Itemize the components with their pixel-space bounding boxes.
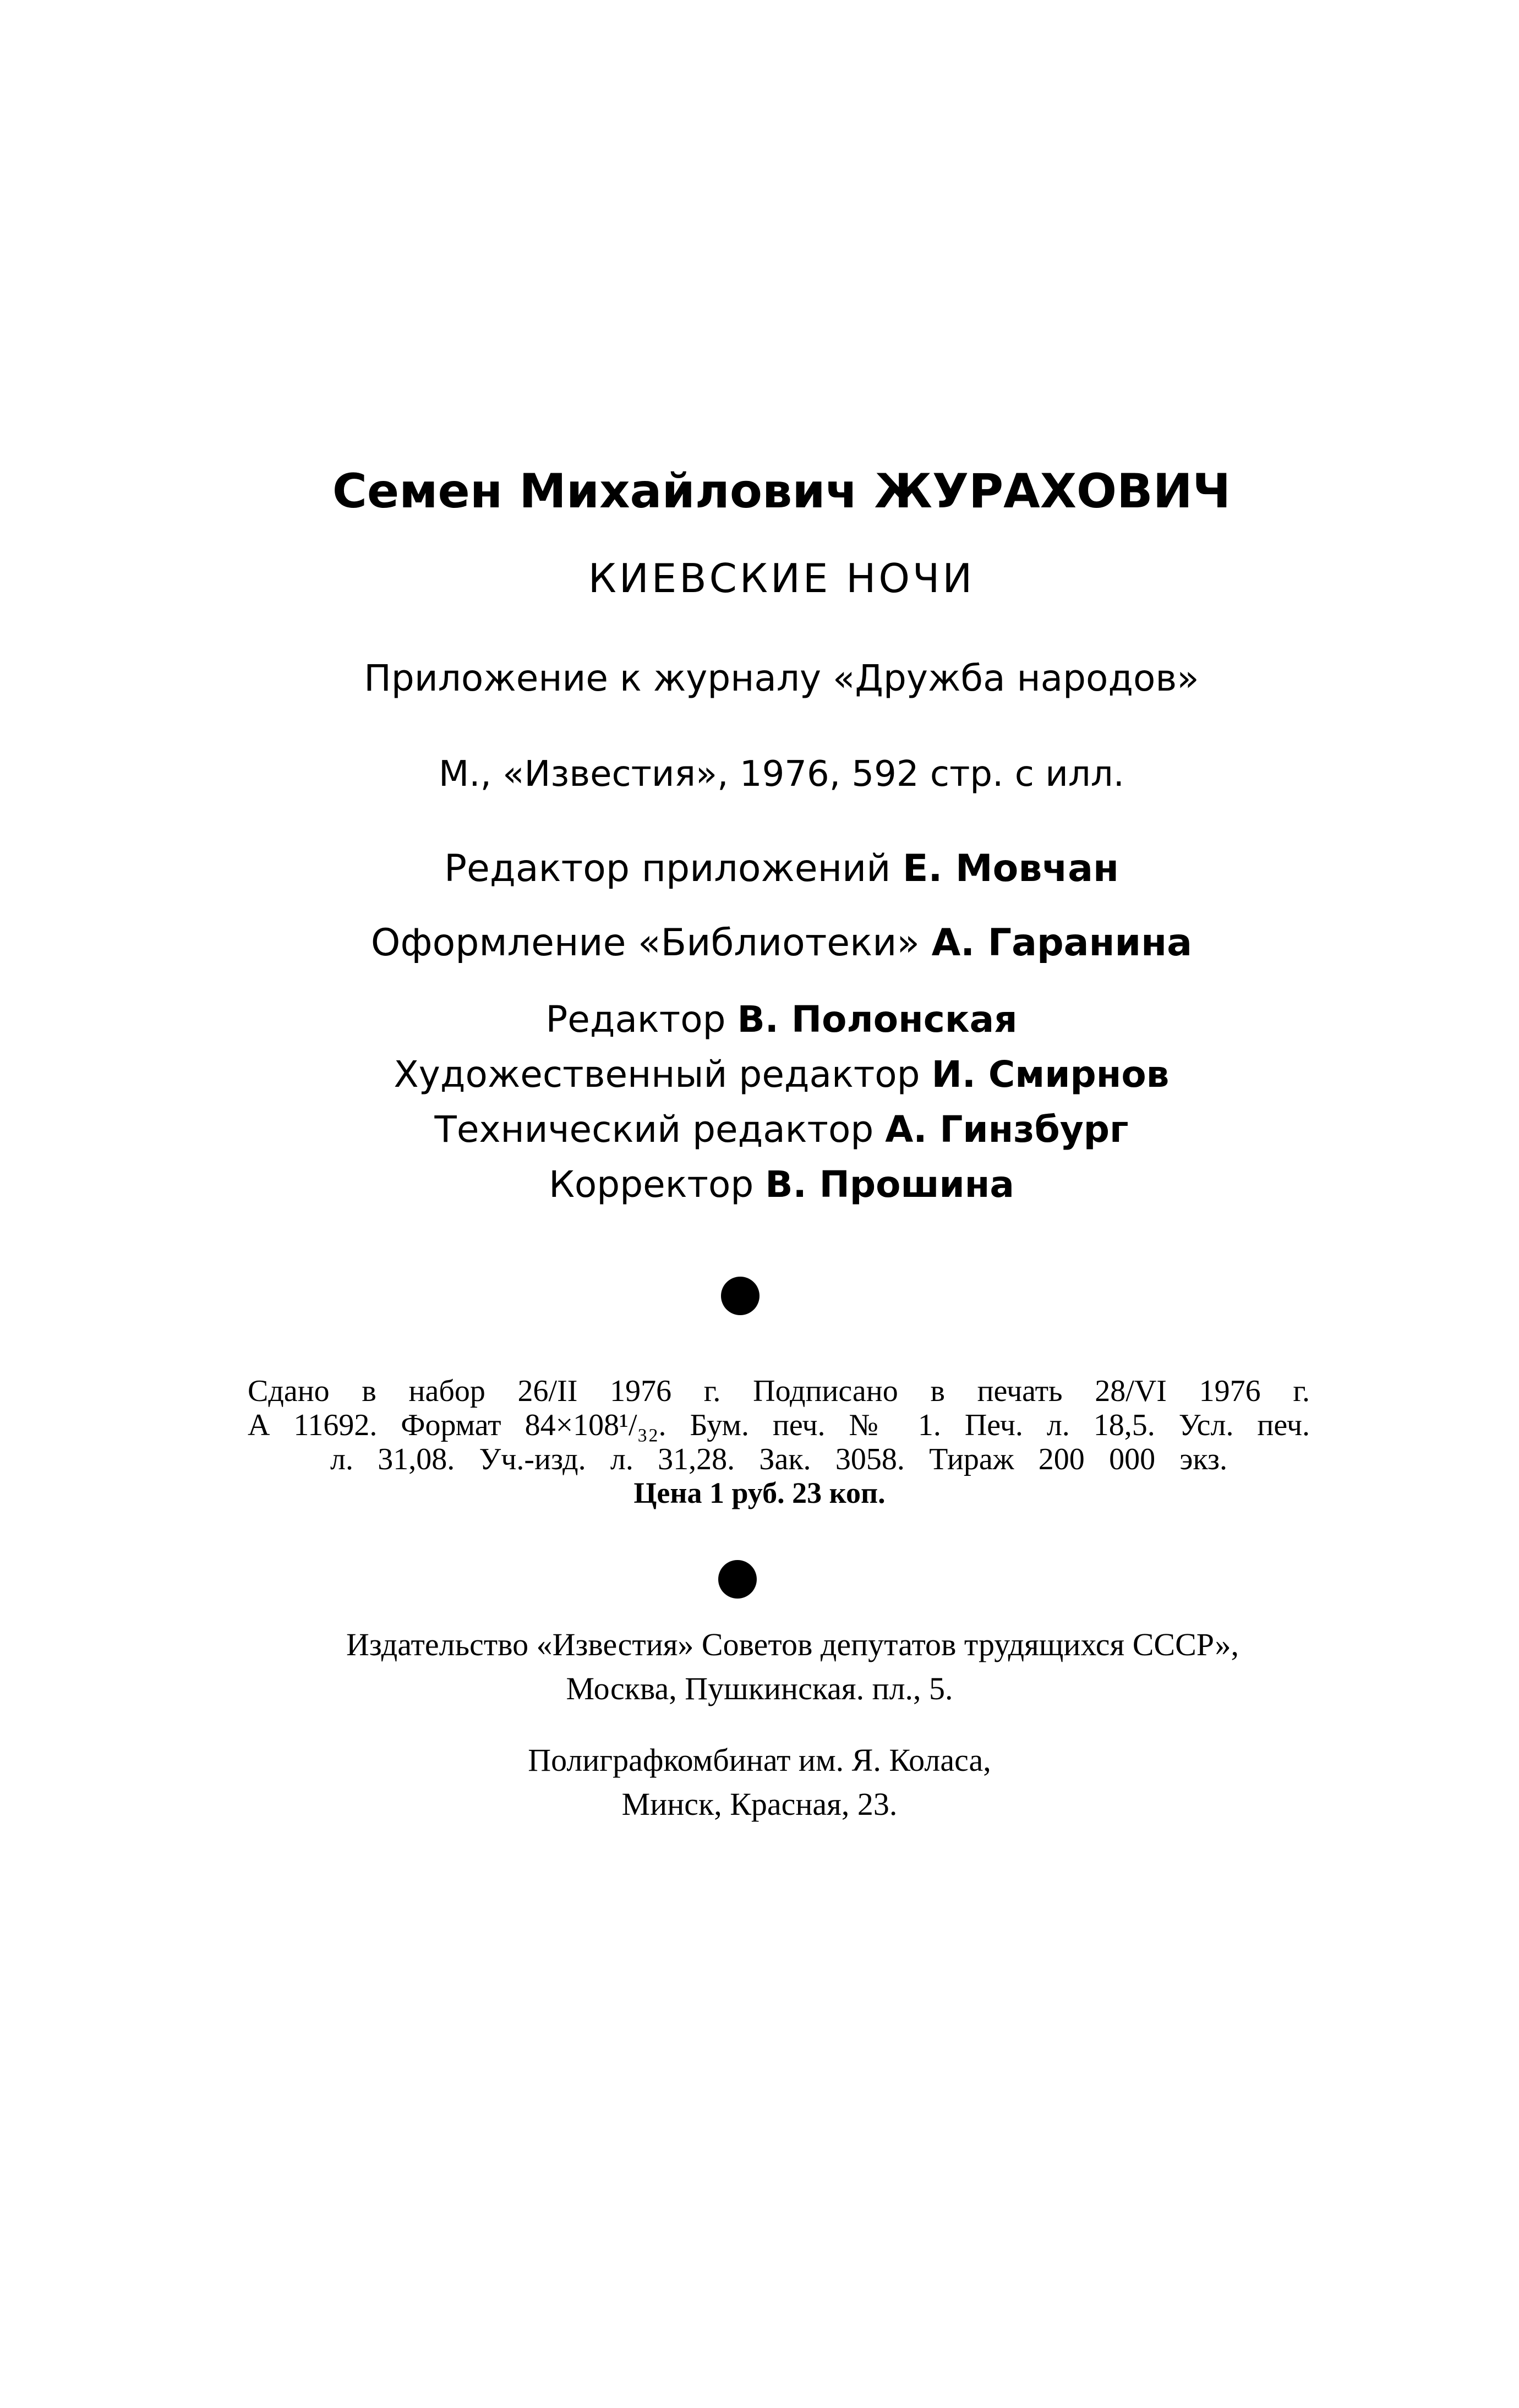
credit-name: Е. Мовчан [903, 847, 1119, 890]
credit-role: Редактор приложений [444, 847, 891, 890]
credit-name: А. Гаранина [931, 921, 1193, 965]
publication-data-line: Сдано в набор 26/II 1976 г. Подписано в печать 28/VI 1976 г. [248, 1374, 1310, 1408]
credit-name: А. Гинзбург [885, 1108, 1129, 1151]
credit-corrector [22, 1163, 1519, 1206]
credit-tech-editor [22, 1108, 1519, 1151]
credit-role: Редактор [545, 998, 726, 1041]
credit-name: И. Смирнов [931, 1053, 1170, 1096]
credit-role: Корректор [549, 1163, 754, 1206]
credit-role: Оформление «Библиотеки» [370, 921, 920, 965]
separator-dot [718, 1560, 757, 1599]
author-name: Семен Михайлович ЖУРАХОВИЧ [332, 464, 1231, 519]
credit-role: Художественный редактор [394, 1053, 920, 1096]
publisher-name: Издательство «Известия» Советов депутатов трудящихся СССР», [346, 1627, 1239, 1662]
appendix-note: Приложение к журналу «Дружба народов» [364, 657, 1199, 699]
price-line: Цена 1 руб. 23 коп. [633, 1476, 886, 1509]
imprint-line: М., «Известия», 1976, 592 стр. с илл. [439, 754, 1124, 795]
printer-name: Полиграфкомбинат им. Я. Коласа, [528, 1742, 991, 1778]
credit-editor [22, 998, 1519, 1041]
publisher-address: Москва, Пушкинская. пл., 5. [566, 1671, 953, 1706]
credit-name: В. Прошина [765, 1163, 1014, 1206]
book-title: КИЕВСКИЕ НОЧИ [588, 555, 975, 601]
printer-address: Минск, Красная, 23. [621, 1786, 898, 1822]
credit-appendix-editor [22, 847, 1519, 890]
credit-role: Технический редактор [434, 1108, 874, 1151]
credit-library-design [22, 921, 1519, 965]
credit-name: В. Полонская [737, 998, 1018, 1041]
credit-art-editor [22, 1053, 1519, 1096]
publication-data-line: л. 31,08. Уч.-изд. л. 31,28. Зак. 3058. Тираж 200 000 экз. [330, 1442, 1227, 1476]
separator-dot [721, 1277, 760, 1315]
publication-data-line: А 11692. Формат 84×108¹/₃₂. Бум. печ. № 1. Печ. л. 18,5. Усл. печ. [248, 1408, 1310, 1442]
